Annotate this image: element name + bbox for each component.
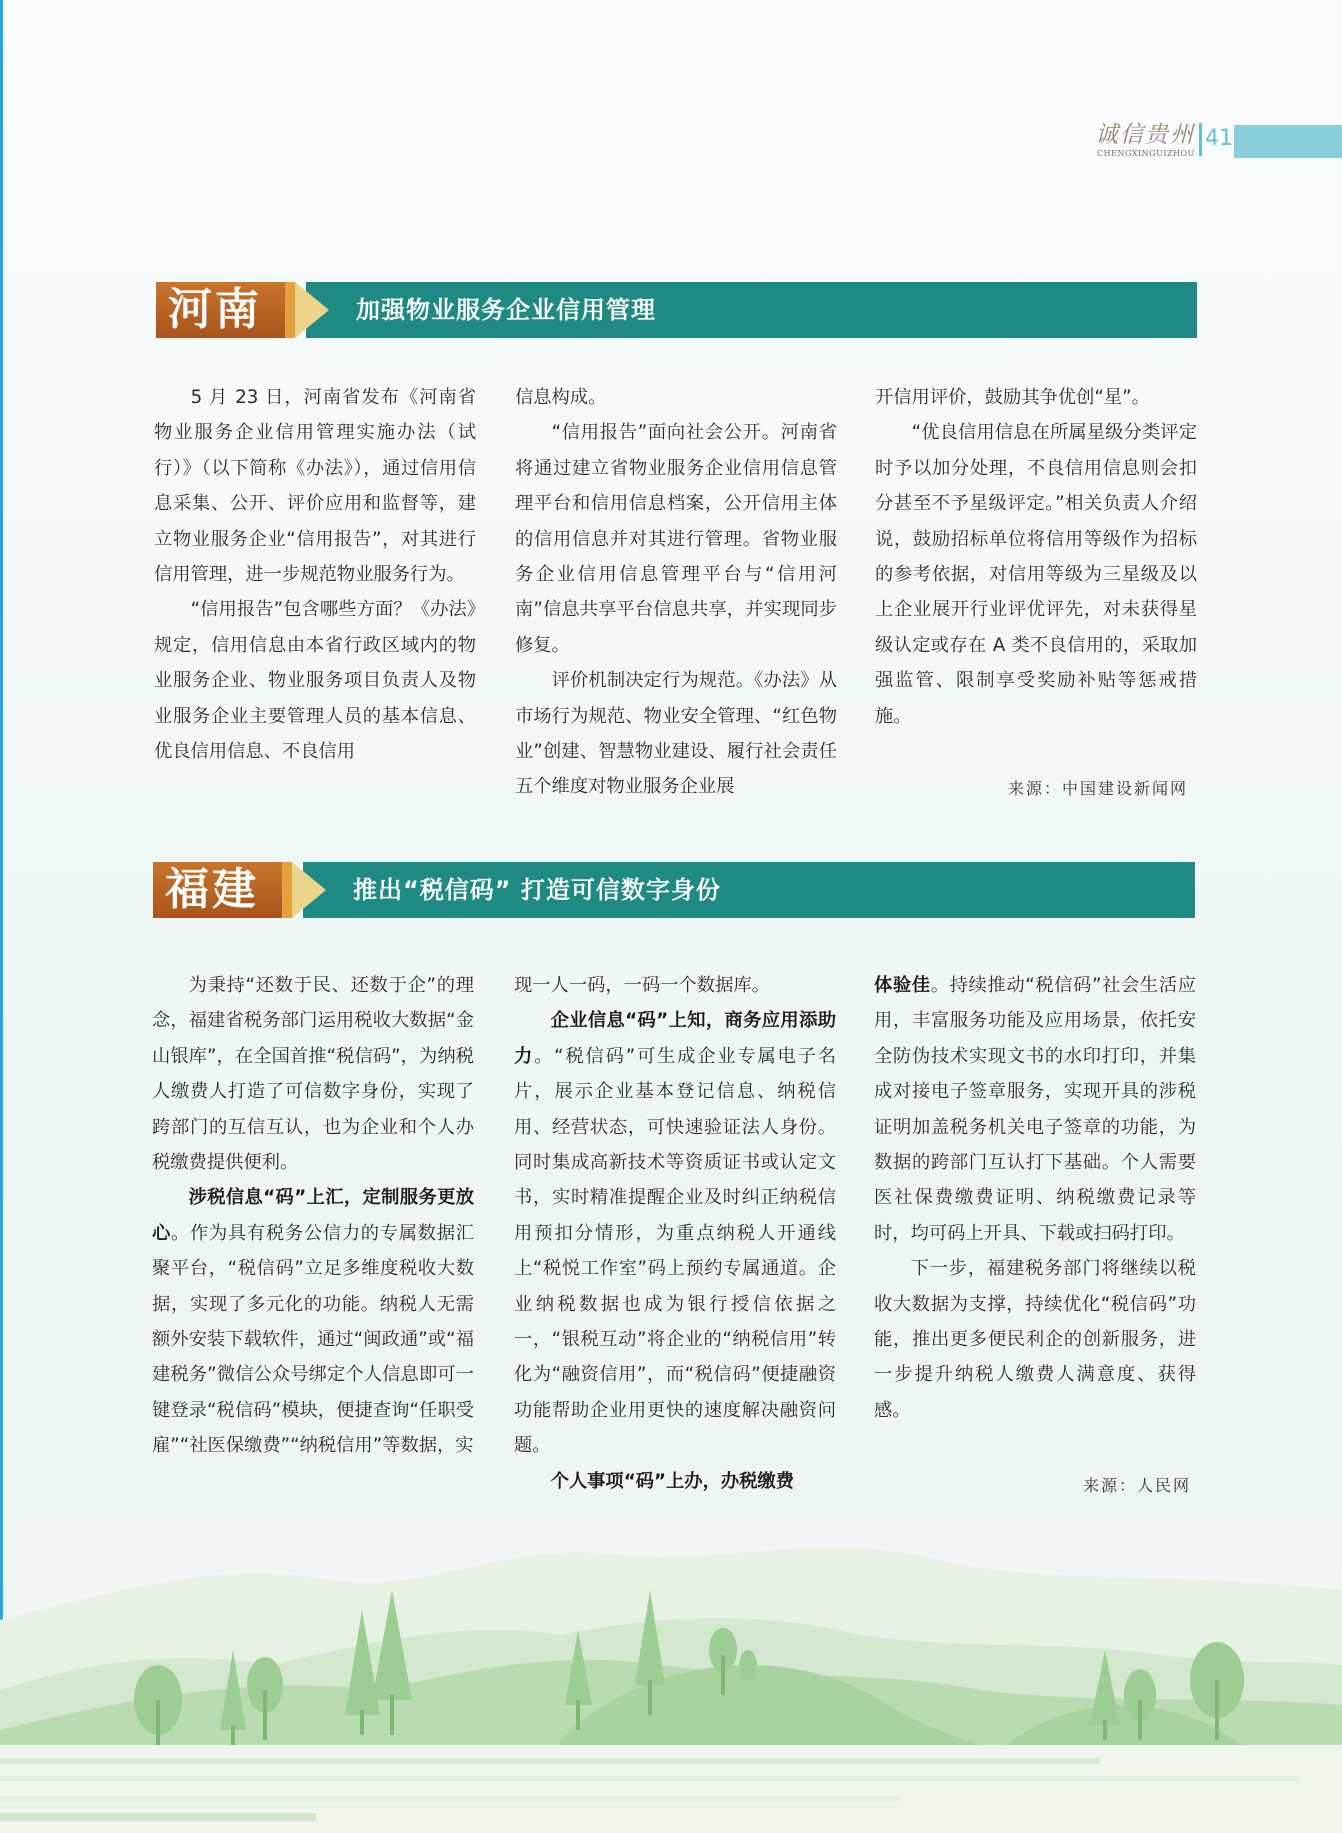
paragraph: 评价机制决定行为规范。《办法》从市场行为规范、物业安全管理、“红色物业”创建、智慧物业建设、履行社会责任五个维度对物业服务企业展 — [515, 670, 837, 798]
section-banner-fujian — [153, 862, 1195, 918]
paragraph: 开信用评价，鼓励其争优创“星”。 — [875, 387, 1150, 408]
masthead-title: 诚信贵州 — [1095, 122, 1195, 148]
bold-lead: 体验佳 — [874, 975, 931, 996]
fujian-column-1 — [152, 968, 474, 1464]
paragraph: 现一人一码，一码一个数据库。 — [514, 975, 770, 996]
paragraph-rest: 。“税信码”可生成企业专属电子名片，展示企业基本登记信息、纳税信用、经营状态，可快速验证法人身份。同时集成高新技术等资质证书或认定文书，实时精准提醒企业及时纠正纳税信用预扣分情形，为重点纳税人开通线上“税悦工作室”码上预约专属通道。企业纳税数据也成为银行授信依据之一，“银税互动”将企业的“纳税信用”转化为“融资信用”，而“税信码”便捷融资功能帮助企业用更快的速度解决融资问题。 — [514, 1045, 836, 1457]
section-banner-henan — [156, 282, 1197, 338]
henan-column-1 — [154, 380, 476, 769]
paragraph — [152, 1180, 474, 1463]
henan-column-2 — [515, 380, 837, 805]
fujian-column-3 — [874, 968, 1196, 1428]
page-number: 41 — [1205, 126, 1233, 151]
headline-fujian: 推出“税信码” 打造可信数字身份 — [353, 876, 721, 904]
banner-orange-edge — [282, 862, 292, 918]
paragraph: “信用报告”面向社会公开。河南省将通过建立省物业服务企业信用信息管理平台和信用信息档案，公开信用主体的信用信息并对其进行管理。省物业服务企业信用信息管理平台与“信用河南”信息共享平台信息共享，并实现同步修复。 — [515, 422, 837, 656]
paragraph: “信用报告”包含哪些方面？《办法》规定，信用信息由本省行政区域内的物业服务企业、物业服务项目负责人及物业服务企业主要管理人员的基本信息、优良信用信息、不良信用 — [154, 599, 476, 763]
banner-arrow-icon — [295, 282, 329, 338]
paragraph — [514, 1464, 836, 1499]
masthead-divider — [1199, 123, 1202, 156]
bold-lead: 企业信息“码”上知，商务应用添助力 — [514, 1010, 836, 1067]
banner-orange-edge — [285, 282, 295, 338]
paragraph — [514, 1003, 836, 1463]
bold-lead: 涉税信息“码”上汇，定制服务更放心 — [152, 1187, 474, 1244]
paragraph: 为秉持“还数于民、还数于企”的理念，福建省税务部门运用税收大数据“金山银库”，在全国首推“税信码”，为纳税人缴费人打造了可信数字身份，实现了跨部门的互信互认，也为企业和个人办税缴费提供便利。 — [152, 975, 474, 1174]
bold-lead: 个人事项“码”上办，办税缴费 — [550, 1470, 794, 1492]
paragraph-rest: 。持续推动“税信码”社会生活应用，丰富服务功能及应用场景，依托安全防伪技术实现文书的水印打印，并集成对接电子签章服务，实现开具的涉税证明加盖税务机关电子签章的功能，为数据的跨部门互认打下基础。个人需要医社保费缴费证明、纳税缴费记录等时，均可码上开具、下载或扫码打印。 — [874, 975, 1197, 1244]
fujian-column-2 — [514, 968, 836, 1499]
region-label-henan: 河南 — [156, 282, 285, 338]
paragraph: 下一步，福建税务部门将继续以税收大数据为支撑，持续优化“税信码”功能，推出更多便民利企的创新服务，进一步提升纳税人缴费人满意度、获得感。 — [874, 1258, 1196, 1421]
headline-henan: 加强物业服务企业信用管理 — [356, 296, 656, 324]
landscape-illustration — [0, 1500, 1342, 1833]
henan-column-3 — [875, 380, 1197, 734]
source-henan: 来源：中国建设新闻网 — [1008, 779, 1189, 798]
paragraph-rest: 。作为具有税务公信力的专属数据汇聚平台，“税信码”立足多维度税收大数据，实现了多元化的功能。纳税人无需额外安装下载软件，通过“闽政通”或“福建税务”微信公众号绑定个人信息即可一键登录“税信码”模块，便捷查询“任职受雇”“社医保缴费”“纳税信用”等数据，实 — [152, 1222, 475, 1457]
paragraph — [874, 968, 1196, 1251]
region-label-fujian: 福建 — [153, 862, 282, 918]
paragraph: 5 月 23 日，河南省发布《河南省物业服务企业信用管理实施办法（试行）》（以下简称《办法》），通过信用信息采集、公开、评价应用和监督等，建立物业服务企业“信用报告”，对其进行信用管理，进一步规范物业服务行为。 — [154, 387, 476, 586]
page-number-bar — [1234, 125, 1342, 158]
masthead-subtitle: CHENGXINGUIZHOU — [1097, 149, 1195, 158]
paragraph: “优良信用信息在所属星级分类评定时予以加分处理，不良信用信息则会扣分甚至不予星级评定。”相关负责人介绍说，鼓励招标单位将信用等级作为招标的参考依据，对信用等级为三星级及以上企业展开行业评优评先，对未获得星级认定或存在 A 类不良信用的，采取加强监管、限制享受奖励补贴等惩戒措施。 — [875, 422, 1197, 727]
source-fujian: 来源：人民网 — [1083, 1476, 1192, 1495]
banner-arrow-icon — [292, 862, 326, 918]
paragraph: 信息构成。 — [515, 387, 607, 408]
